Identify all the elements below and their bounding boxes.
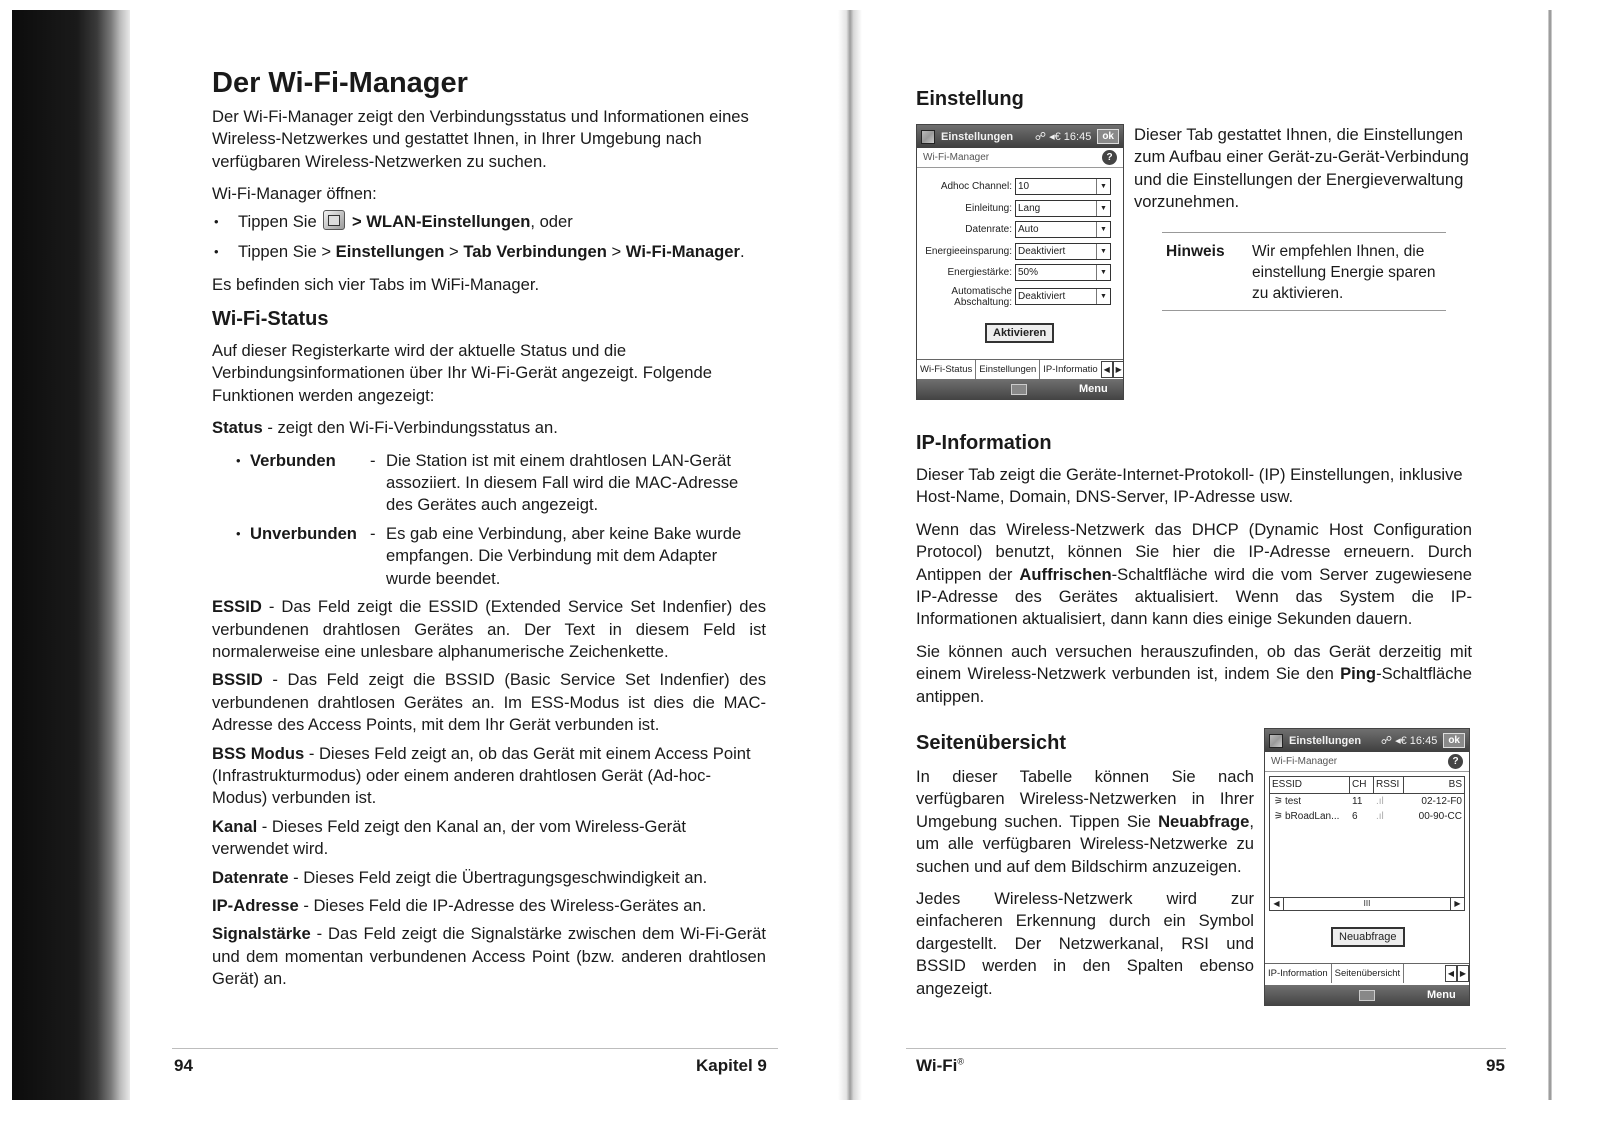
adhoc-channel-select[interactable]: 10 ▼: [1015, 178, 1111, 195]
ok-button[interactable]: ok: [1097, 129, 1119, 144]
field-datenrate: Datenrate - Dieses Feld zeigt die Übertragungsgeschwindigkeit an.: [212, 867, 708, 887]
chapter-label: Kapitel 9: [696, 1056, 767, 1075]
aktivieren-button[interactable]: Aktivieren: [985, 323, 1054, 343]
network-list-header: [1270, 777, 1464, 794]
left-page-number: 94: [174, 1056, 193, 1075]
ppc-title-bar: Einstellungen ☍ ◂€ 16:45 ok: [917, 125, 1123, 148]
tab-scroll-right-icon[interactable]: ▶: [1457, 965, 1469, 982]
tab-einstellungen[interactable]: Einstellungen: [976, 360, 1040, 379]
ppc-subtitle: Wi-Fi-Manager ?: [917, 148, 1123, 168]
signal-icon: .ıl: [1376, 811, 1384, 822]
einleitung-select[interactable]: Lang ▼: [1015, 200, 1111, 217]
aktivieren-wrap: [985, 323, 1054, 343]
field-kanal: Kanal - Dieses Feld zeigt den Kanal an, der vom Wireless-Gerät verwendet wird.: [212, 816, 687, 859]
signal-icon: .ıl: [1376, 796, 1384, 807]
tab-ip-information[interactable]: IP-Informatio: [1043, 364, 1098, 375]
keyboard-icon[interactable]: [1359, 990, 1375, 1001]
settings-screenshot: [916, 124, 1124, 400]
col-bssid[interactable]: BS: [1448, 779, 1462, 790]
network-icon: ⚞: [1274, 811, 1283, 822]
left-page: [212, 66, 766, 997]
help-icon[interactable]: ?: [1448, 754, 1463, 769]
open-step-2: • Tippen Sie > Einstellungen > Tab Verbindungen > Wi-Fi-Manager.: [212, 240, 766, 264]
chevron-down-icon: ▼: [1096, 222, 1110, 237]
field-bss-modus: BSS Modus - Dieses Feld zeigt an, ob das Gerät mit einem Access Point (Infrastrukturmodus) oder einem anderen drahtlosen Gerät (Ad-hoc-Modus) verbunden ist.: [212, 743, 751, 808]
ppc-menu-bar: [917, 379, 1123, 399]
state-unverbunden: • Unverbunden - Es gab eine Verbindung, aber keine Bake wurde empfangen. Die Verbindung mit dem Adapter wurde beendet.: [236, 523, 742, 588]
einleitung-row: Einleitung: Lang ▼: [917, 198, 1123, 220]
table-row[interactable]: ⚞ bRoadLan... 6 .ıl 00-90-CC: [1274, 811, 1462, 822]
ip-paragraph-1: Dieser Tab zeigt die Geräte-Internet-Protokoll- (IP) Einstellungen, inklusive Host-Name, Domain, DNS-Server, IP-Adresse usw.: [916, 465, 1463, 507]
neuabfrage-wrap: [1331, 927, 1405, 947]
status-heading: Wi-Fi-Status: [212, 308, 329, 331]
chevron-down-icon: ▼: [1096, 289, 1110, 304]
intro-paragraph: Der Wi-Fi-Manager zeigt den Verbindungsstatus und Informationen eines Wireless-Netzwerkes und gestattet Ihnen, in Ihrer Umgebung nach verfügbaren Wireless-Netzwerken zu suchen.: [212, 107, 749, 171]
settings-form: [917, 168, 1123, 310]
ppc-menu-bar: [1265, 985, 1469, 1005]
hinweis-label: Hinweis: [1166, 243, 1225, 260]
state-verbunden: • Verbunden - Die Station ist mit einem drahtlosen LAN-Gerät assoziiert. In diesem Fall wird die MAC-Adresse des Gerätes auch angezeigt.: [236, 450, 739, 515]
tab-seitenuebersicht[interactable]: Seitenübersicht: [1332, 964, 1404, 983]
site-heading: Seitenübersicht: [916, 732, 1067, 754]
tab-scroll-left-icon[interactable]: ◀: [1445, 965, 1457, 982]
hinweis-box: [1162, 232, 1446, 311]
chevron-down-icon: ▼: [1096, 201, 1110, 216]
energiestaerke-select[interactable]: 50% ▼: [1015, 264, 1111, 281]
right-page-number: 95: [1486, 1056, 1505, 1075]
status-icons[interactable]: ☍ ◂€ 16:45: [1034, 131, 1092, 143]
ppc-title-bar: Einstellungen ☍ ◂€ 16:45 ok: [1265, 729, 1469, 752]
keyboard-icon[interactable]: [1011, 384, 1027, 395]
site-tabs: [1265, 963, 1469, 983]
col-essid[interactable]: ESSID: [1270, 777, 1350, 793]
open-step-1: • Tippen Sie > WLAN-Einstellungen, oder: [212, 210, 766, 234]
menu-button[interactable]: Menu: [1079, 383, 1108, 395]
neuabfrage-button[interactable]: Neuabfrage: [1331, 927, 1405, 947]
windows-flag-icon[interactable]: [1269, 734, 1283, 748]
col-ch[interactable]: CH: [1350, 777, 1374, 793]
site-section: [916, 730, 1254, 1010]
menu-button[interactable]: Menu: [1427, 989, 1456, 1001]
help-icon[interactable]: ?: [1102, 150, 1117, 165]
chevron-down-icon: ▼: [1096, 244, 1110, 259]
energieeinsparung-row: Energieeinsparung: Deaktiviert ▼: [917, 241, 1123, 263]
energieeinsparung-select[interactable]: Deaktiviert ▼: [1015, 243, 1111, 260]
ip-paragraph-3: Sie können auch versuchen herauszufinden, ob das Gerät derzeitig mit einem Wireless-Netzwerk verbunden ist, indem Sie den Ping-Schaltfläche antippen.: [916, 641, 1472, 706]
field-essid: ESSID - Das Feld zeigt die ESSID (Extended Service Set Indenfier) des verbundenen drahtlosen Gerätes an. Der Text in diesem Feld ist normalerweise eine unlesbare alphanumerische Zeichenkette.: [212, 597, 766, 661]
site-survey-screenshot: [1264, 728, 1470, 1006]
scroll-left-icon[interactable]: ◀: [1270, 898, 1284, 910]
ip-paragraph-2: Wenn das Wireless-Netzwerk das DHCP (Dynamic Host Configuration Protocol) benutzt, können Sie hier die IP-Adresse erneuern. Durch Antippen der Auffrischen-Schaltfläche wird die vom Server zugewiesene IP-Adresse des Gerätes aktualisiert. Wenn das System die IP-Informationen aktualisiert, dann kann dies einige Sekunden dauern.: [916, 519, 1472, 629]
book-gutter: [838, 10, 862, 1100]
settings-tabs: [917, 359, 1123, 379]
horizontal-scrollbar[interactable]: ◀ III ▶: [1270, 897, 1464, 910]
left-footer-rule: [172, 1048, 778, 1049]
page-edge: [1548, 10, 1552, 1100]
field-signalstaerke: Signalstärke - Das Feld zeigt die Signalstärke zwischen dem Wi-Fi-Gerät und dem momentan verbundenen Access Point (bzw. anderen drahtlosen Gerät) an.: [212, 924, 766, 989]
state-list: [212, 450, 766, 590]
right-footer-rule: [906, 1048, 1506, 1049]
auto-abschaltung-select[interactable]: Deaktiviert ▼: [1015, 288, 1111, 305]
start-menu-icon: [323, 210, 345, 230]
page-title: Der Wi-Fi-Manager: [212, 67, 468, 99]
chevron-down-icon: ▼: [1096, 265, 1110, 280]
field-ip-adresse: IP-Adresse - Dieses Feld die IP-Adresse des Wireless-Gerätes an.: [212, 895, 707, 915]
status-intro: Auf dieser Registerkarte wird der aktuelle Status und die Verbindungsinformationen über Ihr Wi-Fi-Gerät angezeigt. Folgende Funktionen werden angezeigt:: [212, 341, 712, 405]
wifi-footer-label: Wi-Fi®: [916, 1056, 965, 1075]
ppc-subtitle: Wi-Fi-Manager ?: [1265, 752, 1469, 772]
auto-abschaltung-row: Automatische Abschaltung: Deaktiviert ▼: [917, 284, 1123, 310]
network-icon: ⚞: [1274, 796, 1283, 807]
open-steps-list: [212, 210, 766, 264]
einstellung-heading: Einstellung: [916, 88, 1024, 110]
adhoc-channel-row: Adhoc Channel: 10 ▼: [917, 176, 1123, 198]
book-spine-shadow: [12, 10, 130, 1100]
tabs-text: Es befinden sich vier Tabs im WiFi-Manager.: [212, 274, 540, 294]
scroll-right-icon[interactable]: ▶: [1450, 898, 1464, 910]
ok-button[interactable]: ok: [1443, 733, 1465, 748]
tab-wifi-status[interactable]: Wi-Fi-Status: [917, 360, 976, 379]
chevron-down-icon: ▼: [1096, 179, 1110, 194]
hinweis-text: Wir empfehlen Ihnen, die einstellung Energie sparen zu aktivieren.: [1252, 243, 1436, 302]
site-paragraph-2: Jedes Wireless-Netzwerk wird zur einfacheren Erkennung durch ein Symbol dargestellt. Der Netzwerkanal, RSI und BSSID werden in den Spalten ebenso angezeigt.: [916, 889, 1254, 998]
datenrate-select[interactable]: Auto ▼: [1015, 221, 1111, 238]
open-label: Wi-Fi-Manager öffnen:: [212, 184, 377, 204]
tab-scroll-left-icon[interactable]: ◀: [1101, 361, 1113, 378]
status-icons[interactable]: ☍ ◂€ 16:45: [1380, 735, 1438, 747]
tab-scroll-right-icon[interactable]: ▶: [1113, 361, 1124, 378]
windows-flag-icon[interactable]: [921, 130, 935, 144]
einstellung-text: Dieser Tab gestattet Ihnen, die Einstellungen zum Aufbau einer Gerät-zu-Gerät-Verbindung und die Einstellungen der Energieverwaltung vorzunehmen.: [1134, 125, 1469, 212]
table-row[interactable]: ⚞ test 11 .ıl 02-12-F0: [1274, 796, 1462, 807]
tab-ip-information[interactable]: IP-Information: [1265, 964, 1332, 983]
ip-heading: IP-Information: [916, 432, 1052, 454]
status-line: Status - zeigt den Wi-Fi-Verbindungsstatus an.: [212, 418, 558, 438]
ip-section: [916, 430, 1472, 718]
col-rssi[interactable]: RSSI: [1374, 777, 1404, 793]
field-bssid: BSSID - Das Feld zeigt die BSSID (Basic Service Set Indenfier) des verbundenen drahtlosen Gerätes an. Im ESS-Modus ist dies die MAC-Adresse des Access Points, mit dem Ihr Gerät verbunden ist.: [212, 670, 766, 735]
energiestaerke-row: Energiestärke: 50% ▼: [917, 262, 1123, 284]
network-list: [1269, 776, 1465, 911]
datenrate-row: Datenrate: Auto ▼: [917, 219, 1123, 241]
site-paragraph-1: In dieser Tabelle können Sie nach verfügbaren Wireless-Netzwerken in Ihrer Umgebung suchen. Tippen Sie Neuabfrage, um alle verfügbaren Wireless-Netzwerke zu suchen und auf dem Bildschirm anzuzeigen.: [916, 767, 1254, 876]
